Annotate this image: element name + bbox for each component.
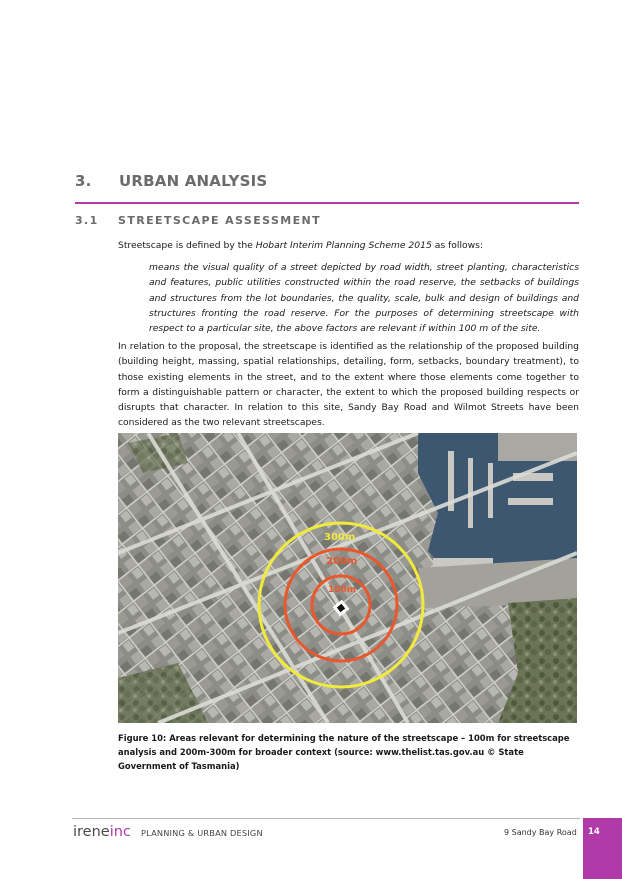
scheme-name: Hobart Interim Planning Scheme 2015 [255, 240, 432, 251]
aerial-map-image [118, 433, 577, 723]
figure-caption: Figure 10: Areas relevant for determining the nature of the streetscape – 100m for streetscape analysis and 200m-300m for broader context (source: www.thelist.tas.gov.au © State Government of Tasmania) [118, 733, 570, 771]
logo-main: irene [73, 824, 110, 840]
ring-100m-label: 100m [328, 585, 357, 595]
page-number: 14 [588, 827, 600, 837]
intro-after: as follows: [431, 240, 484, 251]
section-heading [75, 172, 267, 190]
aerial-map [118, 433, 577, 723]
ring-300m-label: 300m [324, 532, 356, 543]
section-title: URBAN ANALYSIS [119, 172, 268, 190]
section-divider [75, 202, 579, 204]
footer-address: 9 Sandy Bay Road [504, 828, 577, 837]
logo-tagline: PLANNING & URBAN DESIGN [141, 828, 263, 838]
subsection-title: STREETSCAPE ASSESSMENT [118, 214, 322, 227]
company-logo [73, 822, 131, 842]
subsection-heading [75, 214, 321, 227]
logo-accent: inc [109, 824, 131, 840]
footer-divider [72, 818, 580, 819]
ring-200m-label: 200m [326, 556, 358, 567]
section-number: 3. [75, 172, 92, 190]
subsection-number: 3.1 [75, 214, 99, 227]
streetscape-paragraph: In relation to the proposal, the streetscape is identified as the relationship of the proposed building (building height, massing, spatial relationships, detailing, form, setbacks, boundary treatment), to those existing elements in the street, and to the extent where those elements come together to form a distinguishable pattern or character, the extent to which the proposed building respects or disrupts that character. In relation to this site, Sandy Bay Road and Wilmot Streets have been considered as the two relevant streetscapes. [118, 341, 579, 429]
definition-intro [118, 238, 579, 253]
intro-before: Streetscape is defined by the [118, 240, 256, 251]
definition-quote: means the visual quality of a street depicted by road width, street planting, characteristics and features, public utilities constructed within the road reserve, the setbacks of buildings and structures from the lot boundaries, the quality, scale, bulk and design of buildings and structures fronting the road reserve. For the purposes of determining streetscape with respect to a particular site, the above factors are relevant if within 100 m of the site. [149, 262, 579, 335]
